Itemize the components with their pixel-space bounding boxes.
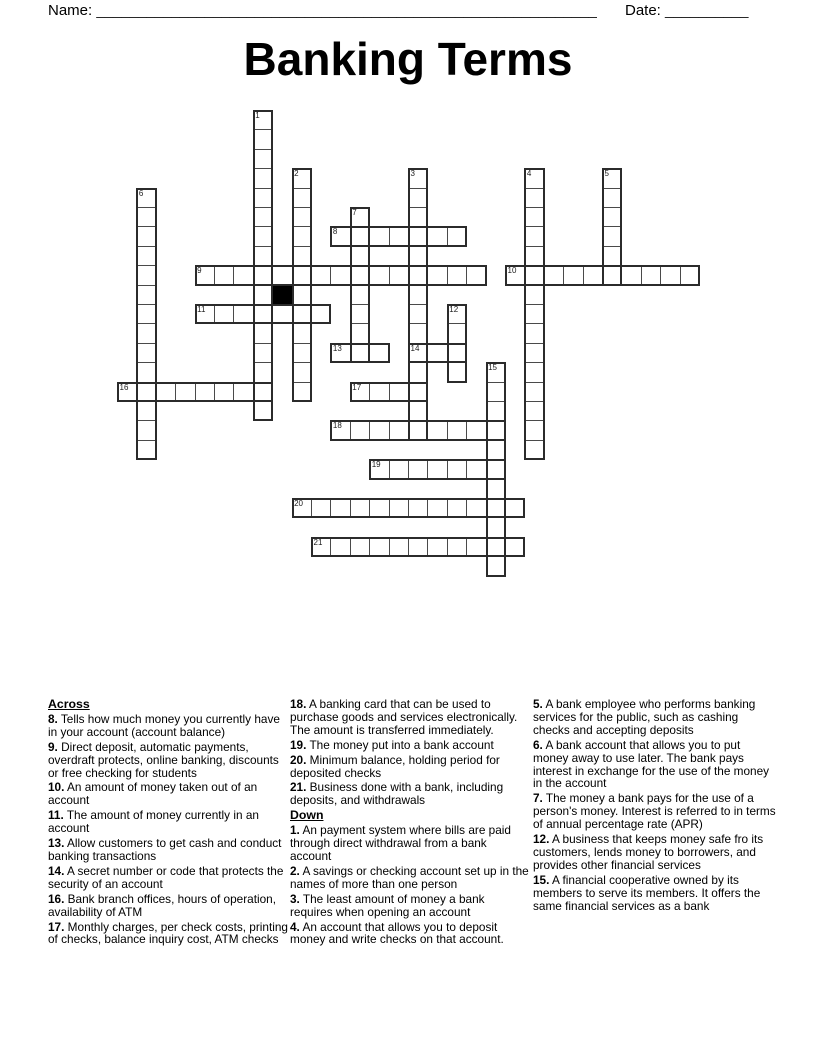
grid-cell[interactable] [486,537,506,557]
clue-text: Bank branch offices, hours of operation, availability of ATM [48,891,277,919]
grid-cell[interactable] [447,265,467,285]
grid-cell[interactable] [253,265,273,285]
grid-cell[interactable] [486,382,506,402]
grid-cell[interactable] [524,382,544,402]
grid-cell[interactable] [408,343,428,363]
clue-text: A savings or checking account set up in the names of more than one person [290,863,529,891]
grid-cell[interactable] [175,382,195,402]
grid-cell[interactable] [621,265,641,285]
grid-number: 14 [410,343,420,353]
grid-cell[interactable] [641,265,661,285]
grid-number: 18 [332,421,342,431]
grid-cell[interactable] [311,265,331,285]
grid-cell[interactable] [253,285,273,305]
grid-number: 10 [507,266,517,276]
clue-text: An amount of money taken out of an account [48,780,258,808]
grid-cell[interactable] [447,498,467,518]
grid-cell[interactable] [524,168,544,188]
clue-across-8 [48,713,288,739]
grid-cell[interactable] [563,265,583,285]
grid-cell[interactable] [136,246,156,266]
grid-cell[interactable] [408,304,428,324]
grid-cell[interactable] [136,323,156,343]
grid-cell[interactable] [311,537,331,557]
grid-cell[interactable] [253,226,273,246]
grid-cell[interactable] [253,362,273,382]
clue-number: 17. [48,919,65,934]
grid-cell[interactable] [408,323,428,343]
grid-number: 5 [604,169,609,179]
clue-number: 10. [48,780,65,795]
grid-number: 20 [294,499,303,508]
clue-number: 9. [48,739,58,754]
grid-cell[interactable] [136,304,156,324]
grid-cell[interactable] [311,498,331,518]
clue-text: A financial cooperative owned by its members to serve its members. It offers the same financial services as a bank [533,872,761,913]
grid-cell[interactable] [602,265,622,285]
clue-down-6 [533,739,778,791]
grid-cell[interactable] [408,285,428,305]
clue-text: A banking card that can be used to purchase goods and services electronically. The amount is transferred immediately. [290,697,518,737]
grid-cell[interactable] [350,207,370,227]
name-label: Name: [48,2,93,19]
clue-text: Business done with a bank, including deposits, and withdrawals [290,780,504,808]
grid-cell[interactable] [408,401,428,421]
grid-cell[interactable] [292,285,312,305]
grid-cell[interactable] [117,382,137,402]
grid-cell[interactable] [486,459,506,479]
clue-text: Tells how much money you currently have in your account (account balance) [48,711,280,739]
grid-cell[interactable] [253,149,273,169]
grid-cell[interactable] [136,207,156,227]
grid-cell[interactable] [389,537,409,557]
grid-cell[interactable] [486,498,506,518]
grid-cell[interactable] [136,362,156,382]
page-title: Banking Terms [243,33,573,85]
grid-cell[interactable] [253,129,273,149]
grid-cell[interactable] [253,246,273,266]
clue-down-12 [533,833,778,872]
grid-cell[interactable] [330,226,350,246]
grid-cell[interactable] [350,420,370,440]
grid-cell[interactable] [524,285,544,305]
clue-number: 18. [290,697,307,711]
clue-across-13 [48,837,288,863]
grid-cell[interactable] [136,188,156,208]
grid-cell[interactable] [369,382,389,402]
grid-cell[interactable] [486,517,506,537]
clue-text: An account that allows you to deposit money and write checks on that account. [290,919,504,947]
clue-across-16 [48,893,288,919]
clue-number: 4. [290,919,300,934]
grid-cell[interactable] [524,362,544,382]
grid-cell[interactable] [136,265,156,285]
clue-text: The amount of money currently in an account [48,808,259,836]
grid-cell[interactable] [214,265,234,285]
grid-cell[interactable] [389,420,409,440]
clue-number: 12. [533,832,550,847]
grid-number: 8 [332,227,338,237]
clue-down-1 [290,824,530,863]
grid-cell[interactable] [369,420,389,440]
clue-number: 14. [48,863,65,878]
grid-cell[interactable] [524,188,544,208]
grid-cell[interactable] [233,265,253,285]
grid-cell[interactable] [136,401,156,421]
grid-cell[interactable] [369,265,389,285]
grid-cell[interactable] [136,343,156,363]
clue-across-18 [290,698,530,737]
clue-text: A business that keeps money safe fro its customers, lends money to borrowers, and provides other financial services [533,832,764,872]
grid-cell[interactable] [524,265,544,285]
clue-text: Direct deposit, automatic payments, overdraft protects, online banking, discounts or free checking for students [48,739,279,780]
grid-number: 16 [119,382,129,392]
grid-number: 3 [410,169,415,179]
grid-cell[interactable] [427,343,447,363]
grid-number: 17 [352,382,362,392]
grid-cell[interactable] [680,265,700,285]
clue-text: The money a bank pays for the use of a person's money. Interest is referred to in terms of annual percentage rate (APR) [533,791,776,832]
clue-number: 6. [533,737,543,752]
grid-cell[interactable] [389,226,409,246]
grid-cell[interactable] [447,343,467,363]
grid-cell[interactable] [408,226,428,246]
grid-cell[interactable] [427,420,447,440]
grid-cell[interactable] [408,459,428,479]
grid-cell[interactable] [408,362,428,382]
grid-cell[interactable] [466,459,486,479]
clue-number: 20. [290,752,307,767]
grid-cell[interactable] [350,304,370,324]
grid-cell[interactable] [292,188,312,208]
clue-down-7 [533,792,778,831]
clue-down-15 [533,874,778,913]
grid-cell[interactable] [253,323,273,343]
grid-cell[interactable] [136,382,156,402]
grid-cell[interactable] [350,343,370,363]
grid-cell[interactable] [253,110,273,130]
clue-text: A bank account that allows you to put money away to use later. The bank pays interest in exchange for the use of the money in the account [533,737,770,791]
grid-cell[interactable] [350,226,370,246]
grid-cell[interactable] [369,459,389,479]
grid-cell[interactable] [602,226,622,246]
grid-cell[interactable] [486,440,506,460]
grid-cell[interactable] [427,459,447,479]
grid-cell[interactable] [350,537,370,557]
clue-across-20 [290,754,530,780]
grid-cell[interactable] [330,420,350,440]
grid-cell[interactable] [214,304,234,324]
grid-cell[interactable] [524,440,544,460]
grid-cell[interactable] [292,226,312,246]
grid-number: 19 [371,460,381,470]
grid-cell[interactable] [156,382,176,402]
grid-cell[interactable] [311,304,331,324]
date-blank-line: __________ [665,2,749,19]
grid-cell[interactable] [369,226,389,246]
clue-across-19 [290,739,530,752]
grid-cell[interactable] [427,265,447,285]
grid-cell[interactable] [389,382,409,402]
clue-text: A secret number or code that protects the security of an account [48,863,284,891]
grid-cell[interactable] [408,265,428,285]
grid-cell[interactable] [602,188,622,208]
clue-number: 7. [533,791,543,806]
grid-cell[interactable] [253,304,273,324]
grid-cell[interactable] [466,498,486,518]
grid-cell[interactable] [389,498,409,518]
grid-cell[interactable] [253,401,273,421]
grid-cell[interactable] [195,382,215,402]
grid-cell[interactable] [447,323,467,343]
grid-cell[interactable] [369,343,389,363]
grid-cell[interactable] [292,265,312,285]
grid-cell[interactable] [524,226,544,246]
name-blank-line: ____________________________________________________________ [96,2,597,19]
grid-number: 4 [526,169,532,179]
clue-text: The least amount of money a bank requires when opening an account [290,891,485,919]
grid-cell[interactable] [447,420,467,440]
grid-cell[interactable] [408,207,428,227]
grid-cell[interactable] [427,226,447,246]
grid-cell[interactable] [195,304,215,324]
grid-cell[interactable] [350,246,370,266]
clue-number: 15. [533,872,550,887]
grid-cell[interactable] [253,343,273,363]
clue-column-3 [533,698,778,915]
grid-cell[interactable] [292,207,312,227]
grid-cell[interactable] [136,226,156,246]
clue-number: 2. [290,863,300,878]
grid-cell[interactable] [524,401,544,421]
clue-across-10 [48,781,288,807]
grid-cell[interactable] [369,537,389,557]
grid-cell[interactable] [389,459,409,479]
grid-cell[interactable] [447,226,467,246]
clue-text: Allow customers to get cash and conduct banking transactions [48,836,282,863]
grid-cell[interactable] [330,498,350,518]
grid-cell[interactable] [292,382,312,402]
clue-number: 8. [48,711,58,726]
clue-across-14 [48,865,288,891]
grid-cell[interactable] [330,265,350,285]
grid-cell[interactable] [350,498,370,518]
grid-cell[interactable] [408,168,428,188]
grid-cell[interactable] [408,498,428,518]
grid-cell[interactable] [602,246,622,266]
grid-cell[interactable] [524,304,544,324]
grid-cell[interactable] [233,304,253,324]
grid-cell[interactable] [524,420,544,440]
grid-cell[interactable] [408,420,428,440]
grid-cell[interactable] [447,537,467,557]
grid-cell[interactable] [330,537,350,557]
clue-number: 1. [290,823,300,838]
clue-number: 11. [48,808,64,823]
clue-down-4 [290,921,530,947]
grid-number: 2 [294,169,299,179]
grid-cell[interactable] [505,265,525,285]
grid-cell[interactable] [583,265,603,285]
clue-number: 21. [290,780,307,795]
grid-cell[interactable] [253,188,273,208]
clue-number: 16. [48,891,65,906]
grid-cell[interactable] [447,362,467,382]
grid-cell[interactable] [350,265,370,285]
grid-number: 6 [138,188,144,198]
clue-text: Minimum balance, holding period for deposited checks [290,752,500,780]
grid-cell[interactable] [408,382,428,402]
clue-across-11 [48,809,288,835]
grid-number: 13 [332,343,342,353]
grid-cell[interactable] [427,537,447,557]
grid-cell[interactable] [292,362,312,382]
grid-cell[interactable] [136,285,156,305]
grid-cell[interactable] [408,188,428,208]
grid-cell[interactable] [292,343,312,363]
grid-cell[interactable] [544,265,564,285]
grid-cell[interactable] [214,382,234,402]
clue-text: A bank employee who performs banking services for the public, such as cashing checks and accepting deposits [533,697,756,737]
down-header: Down [290,808,324,823]
clue-down-3 [290,893,530,919]
grid-cell[interactable] [272,304,292,324]
grid-cell[interactable] [350,323,370,343]
grid-cell[interactable] [292,498,312,518]
grid-cell[interactable] [466,537,486,557]
grid-cell[interactable] [447,304,467,324]
clue-text: Monthly charges, per check costs, printing of checks, balance inquiry cost, ATM checks [48,919,288,947]
grid-cell[interactable] [408,537,428,557]
grid-cell[interactable] [602,168,622,188]
grid-cell[interactable] [486,362,506,382]
clue-number: 19. [290,737,307,752]
grid-number: 12 [449,305,459,314]
grid-cell[interactable] [486,401,506,421]
grid-number: 21 [313,537,323,547]
clue-across-21 [290,781,530,807]
grid-cell[interactable] [292,323,312,343]
grid-cell[interactable] [505,498,525,518]
grid-cell[interactable] [272,265,292,285]
clue-text: The money put into a bank account [306,737,494,752]
grid-cell[interactable] [136,420,156,440]
clue-number: 13. [48,836,65,851]
clue-column-2 [290,698,530,948]
grid-cell[interactable] [253,168,273,188]
grid-number: 11 [197,305,206,314]
clue-text: An payment system where bills are paid through direct withdrawal from a bank account [290,823,511,863]
grid-cell[interactable] [233,382,253,402]
grid-cell[interactable] [466,265,486,285]
grid-number: 1 [255,111,260,120]
clue-number: 3. [290,891,300,906]
grid-cell[interactable] [350,382,370,402]
grid-cell[interactable] [466,420,486,440]
grid-cell[interactable] [524,343,544,363]
grid-cell[interactable] [330,343,350,363]
grid-cell[interactable] [369,498,389,518]
grid-cell[interactable] [408,246,428,266]
clue-down-2 [290,865,530,891]
grid-cell[interactable] [660,265,680,285]
grid-cell[interactable] [350,285,370,305]
clue-down-5 [533,698,778,737]
grid-cell[interactable] [486,479,506,499]
grid-cell[interactable] [505,537,525,557]
clue-across-17 [48,921,288,947]
date-label: Date: [625,2,661,19]
clue-number: 5. [533,697,543,711]
grid-cell[interactable] [427,498,447,518]
grid-cell[interactable] [195,265,215,285]
grid-cell[interactable] [524,246,544,266]
clue-column-1 [48,698,288,948]
grid-cell[interactable] [486,556,506,576]
grid-number: 15 [488,363,497,373]
grid-cell[interactable] [136,440,156,460]
grid-number: 9 [197,266,202,276]
grid-cell[interactable] [253,207,273,227]
grid-cell[interactable] [524,323,544,343]
grid-cell[interactable] [447,459,467,479]
across-header: Across [48,697,90,711]
grid-number: 7 [352,208,357,217]
black-cell [272,285,292,305]
grid-cell[interactable] [602,207,622,227]
clue-across-9 [48,741,288,780]
grid-cell[interactable] [253,382,273,402]
grid-cell[interactable] [292,304,312,324]
grid-cell[interactable] [486,420,506,440]
grid-cell[interactable] [389,265,409,285]
grid-cell[interactable] [292,246,312,266]
grid-cell[interactable] [292,168,312,188]
grid-cell[interactable] [524,207,544,227]
